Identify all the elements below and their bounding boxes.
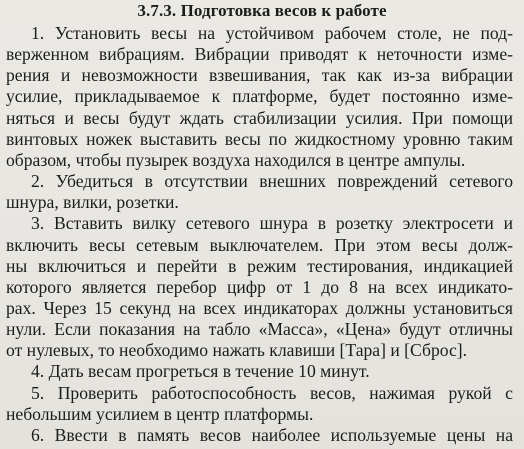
text-line: нули. Если показания на табло «Масса», «Цена» будут отличны [6,319,513,340]
text-line: небольшим усилием в центр платформы. [6,403,314,424]
text-line: шнура, вилки, розетки. [6,192,179,213]
text-line: включить весы сетевым выключателем. При этом весы долж- [6,234,513,255]
text-line: образом, чтобы пузырек воздуха находился в центре ампулы. [6,149,466,170]
text-line: верженном вибрациям. Вибрации приводят к неточности изме- [6,44,513,65]
text-line: 1. Установить весы на устойчивом рабочем столе, не под- [31,23,513,43]
text-line: няться и весы будут ждать стабилизации усилия. При помощи [6,107,513,128]
text-line: 3. Вставить вилку сетевого шнура в розетку электросети и [31,213,513,234]
text-line: винтовых ножек выставить весы по жидкостному уровню таким [6,128,513,149]
text-line: 2. Убедиться в отсутствии внешних повреждений сетевого [31,171,513,192]
text-line: 6. Ввести в память весов наиболее используемые цены на [31,424,513,445]
text-line: 4. Дать весам прогреться в течение 10 минут. [31,361,370,382]
text-line: ны включиться и перейти в режим тестирования, индикацией [6,255,513,276]
text-line: рения и невозможности взвешивания, так как из-за вибрации [6,65,513,86]
section-heading: 3.7.3. Подготовка весов к работе [137,1,387,20]
text-line: рах. Через 15 секунд на всех индикаторах должны установиться [6,297,513,318]
text-line: от нулевых, то необходимо нажать клавиши [Тара] и [Сброс]. [6,340,468,361]
text-line: которого является перебор цифр от 1 до 8 на всех индикато- [6,276,513,297]
text-line: 5. Проверить работоспособность весов, нажимая рукой с [31,382,513,403]
text-line: усилие, прикладываемое к платформе, будет постоянно изме- [6,86,513,107]
